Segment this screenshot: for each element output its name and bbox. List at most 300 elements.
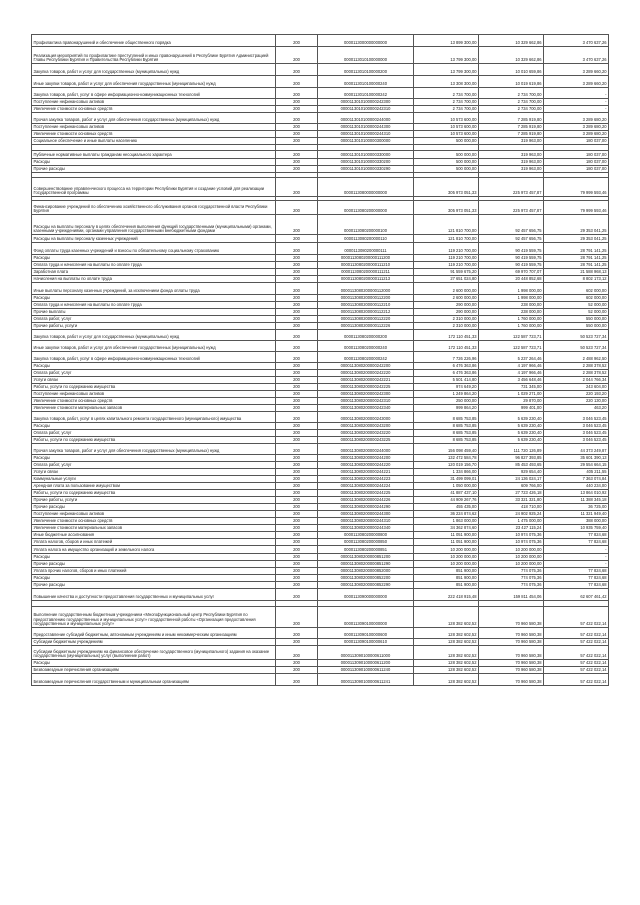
row-approved-cell: 10 573 600,00 (414, 131, 479, 138)
row-approved-cell: 999 864,20 (414, 405, 479, 412)
row-unexecuted-cell: 602 000,00 (544, 283, 609, 295)
table-row (32, 490, 609, 497)
row-kbk-cell: 0000113010100000242 (318, 88, 414, 99)
row-unexecuted-cell: 10 935 759,40 (544, 525, 609, 532)
row-name-cell: Профилактика правонарушений и обеспечение общественного порядка (32, 35, 276, 47)
row-name-cell: Прочая закупка товаров, работ и услуг для обеспечения государственных (муниципальных) нужд (32, 113, 276, 124)
table-row (32, 423, 609, 430)
row-kbk-cell: 0000113010100000244300 (318, 124, 414, 131)
row-executed-cell: 999 401,00 (479, 405, 544, 412)
row-name-cell: Расходы (32, 159, 276, 166)
row-code-cell: 200 (276, 76, 318, 88)
row-executed-cell: 70 960 580,38 (479, 674, 544, 686)
row-name-cell: Увеличение стоимости основных средств (32, 398, 276, 405)
table-row (32, 660, 609, 667)
row-executed-cell: 319 963,00 (479, 159, 544, 166)
row-approved-cell: 128 382 602,52 (414, 667, 479, 674)
table-row (32, 363, 609, 370)
row-name-cell: Расходы (32, 295, 276, 302)
row-code-cell: 200 (276, 363, 318, 370)
row-kbk-cell: 0000113000000000000 (318, 35, 414, 47)
row-kbk-cell: 0000113080200000243225 (318, 437, 414, 444)
row-kbk-cell: 0000113010100000200 (318, 64, 414, 76)
row-code-cell: 200 (276, 674, 318, 686)
row-approved-cell: 121 810 700,00 (414, 235, 479, 243)
row-name-cell: Услуги связи (32, 377, 276, 384)
row-code-cell: 200 (276, 455, 318, 462)
row-name-cell: Поступление нефинансовых активов (32, 99, 276, 106)
row-executed-cell: 70 960 580,38 (479, 646, 544, 660)
row-code-cell: 200 (276, 444, 318, 455)
row-approved-cell: 2 734 700,00 (414, 99, 479, 106)
row-code-cell: 200 (276, 269, 318, 276)
row-name-cell: Увеличение стоимости основных средств (32, 106, 276, 113)
row-executed-cell: 10 019 619,86 (479, 76, 544, 88)
table-row (32, 377, 609, 384)
row-name-cell: Оплата работ, услуг (32, 316, 276, 323)
table-row (32, 646, 609, 660)
row-executed-cell: 7 285 919,80 (479, 113, 544, 124)
row-executed-cell: 2 734 700,00 (479, 99, 544, 106)
row-name-cell: Безвозмездные перечисления государственным и муниципальным организациям (32, 674, 276, 686)
row-executed-cell: 90 419 559,75 (479, 243, 544, 255)
row-approved-cell: 1 050 000,00 (414, 483, 479, 490)
row-name-cell: Прочие расходы (32, 561, 276, 568)
row-name-cell: Реализация мероприятий по профилактике преступлений и иных правонарушений в Республике Бурятия Администрацией Главы Республики Бурятия и Правительства Республики Бурятия (32, 47, 276, 64)
row-code-cell: 200 (276, 539, 318, 546)
row-approved-cell: 10 200 000,00 (414, 546, 479, 554)
row-kbk-cell: 0000113080200000242221 (318, 377, 414, 384)
row-name-cell: Расходы (32, 455, 276, 462)
row-code-cell: 200 (276, 628, 318, 639)
row-approved-cell: 121 810 700,00 (414, 215, 479, 235)
row-approved-cell: 34 362 874,60 (414, 525, 479, 532)
row-code-cell: 200 (276, 518, 318, 525)
row-name-cell: Иные выплаты персоналу казенных учреждений, за исключением фонда оплаты труда (32, 283, 276, 295)
row-executed-cell: 23 427 115,24 (479, 525, 544, 532)
row-unexecuted-cell: 3 046 523,45 (544, 430, 609, 437)
row-name-cell: Закупка товаров, работ и услуг для государственных (муниципальных) нужд (32, 330, 276, 341)
row-code-cell: 200 (276, 243, 318, 255)
row-unexecuted-cell: 50 523 727,34 (544, 330, 609, 341)
row-executed-cell: 5 639 230,40 (479, 430, 544, 437)
row-unexecuted-cell: - (544, 546, 609, 554)
row-executed-cell: 33 321 321,80 (479, 497, 544, 504)
row-name-cell: Безвозмездные перечисления организациям (32, 667, 276, 674)
row-unexecuted-cell: 62 607 461,42 (544, 589, 609, 601)
table-row (32, 262, 609, 269)
row-kbk-cell: 0000113080200000852200 (318, 575, 414, 582)
row-kbk-cell: 0000113080200000852000 (318, 568, 414, 575)
row-approved-cell: 2 310 000,00 (414, 323, 479, 330)
row-code-cell: 200 (276, 113, 318, 124)
row-name-cell: Социальное обеспечение и иные выплаты населению (32, 138, 276, 145)
row-approved-cell: 31 499 099,01 (414, 476, 479, 483)
table-row (32, 568, 609, 575)
table-row (32, 106, 609, 113)
row-approved-cell: 455 435,00 (414, 504, 479, 511)
row-code-cell: 200 (276, 511, 318, 518)
row-kbk-cell: 0000113080200000851200 (318, 554, 414, 561)
row-name-cell: Поступление нефинансовых активов (32, 124, 276, 131)
row-name-cell: Расходы (32, 554, 276, 561)
row-approved-cell: 1 249 864,20 (414, 391, 479, 398)
row-kbk-cell: 0000113010100000242310 (318, 106, 414, 113)
row-unexecuted-cell: 11 388 345,18 (544, 497, 609, 504)
row-executed-cell: 10 329 662,86 (479, 47, 544, 64)
row-unexecuted-cell: 180 037,00 (544, 138, 609, 145)
table-row (32, 283, 609, 295)
row-executed-cell: 159 811 454,06 (479, 589, 544, 601)
row-approved-cell: 851 900,00 (414, 582, 479, 589)
row-executed-cell: 1 998 000,00 (479, 283, 544, 295)
row-kbk-cell: 0000113080200000111200 (318, 255, 414, 262)
row-unexecuted-cell: 77 824,68 (544, 532, 609, 539)
row-code-cell: 200 (276, 316, 318, 323)
row-name-cell: Прочие расходы (32, 166, 276, 173)
row-approved-cell: 128 382 602,52 (414, 674, 479, 686)
row-approved-cell: 8 685 753,85 (414, 430, 479, 437)
row-approved-cell: 974 649,20 (414, 384, 479, 391)
row-name-cell: Иные закупки товаров, работ и услуг для обеспечения государственных (муниципальных) нужд (32, 341, 276, 352)
row-approved-cell: 172 110 451,33 (414, 330, 479, 341)
row-name-cell: Поступление нефинансовых активов (32, 511, 276, 518)
row-name-cell: Начисления на выплаты по оплате труда (32, 276, 276, 283)
table-row (32, 469, 609, 476)
row-executed-cell: 70 960 580,38 (479, 667, 544, 674)
row-approved-cell: 305 973 051,33 (414, 201, 479, 215)
row-executed-cell: 70 960 580,38 (479, 660, 544, 667)
table-row (32, 405, 609, 412)
row-name-cell: Прочие выплаты (32, 309, 276, 316)
row-code-cell: 200 (276, 639, 318, 646)
row-executed-cell: 27 723 426,18 (479, 490, 544, 497)
row-kbk-cell: 0000113010100000330200 (318, 159, 414, 166)
row-name-cell: Уплата налогов, сборов и иных платежей (32, 539, 276, 546)
row-executed-cell: 24 902 925,24 (479, 511, 544, 518)
row-kbk-cell: 0000113080200000244220 (318, 462, 414, 469)
row-code-cell: 200 (276, 483, 318, 490)
row-kbk-cell: 0000113080200000852290 (318, 582, 414, 589)
table-row (32, 511, 609, 518)
table-row (32, 316, 609, 323)
row-approved-cell: 8 685 753,85 (414, 437, 479, 444)
row-unexecuted-cell: 405 211,55 (544, 469, 609, 476)
row-executed-cell: 4 197 966,46 (479, 363, 544, 370)
table-row (32, 444, 609, 455)
row-name-cell: Финансирование учреждений по обеспечению хозяйственного обслуживания органов государственной власти Республики Бурятия (32, 201, 276, 215)
row-kbk-cell: 0000113080200000200 (318, 330, 414, 341)
table-row (32, 76, 609, 88)
row-unexecuted-cell: - (544, 88, 609, 99)
row-unexecuted-cell: 2 288 378,52 (544, 370, 609, 377)
table-row (32, 295, 609, 302)
row-approved-cell: 10 573 600,00 (414, 113, 479, 124)
row-executed-cell: 418 710,00 (479, 504, 544, 511)
row-approved-cell: 10 573 600,00 (414, 124, 479, 131)
table-row (32, 88, 609, 99)
table-row (32, 561, 609, 568)
row-unexecuted-cell: 180 037,00 (544, 166, 609, 173)
row-unexecuted-cell: 3 046 523,45 (544, 412, 609, 423)
row-executed-cell: 20 448 852,68 (479, 276, 544, 283)
row-name-cell: Расходы на выплаты персоналу в целях обеспечения выполнения функций государственными (муниципальными) органами, казенными учреждениями, органами управления государственными внебюджетными фондами (32, 215, 276, 235)
row-unexecuted-cell: 57 422 022,14 (544, 628, 609, 639)
row-approved-cell: 250 000,00 (414, 398, 479, 405)
row-kbk-cell: 0000113080200000242 (318, 352, 414, 363)
row-code-cell: 200 (276, 159, 318, 166)
row-kbk-cell: 0000113090100000600 (318, 628, 414, 639)
row-code-cell: 200 (276, 295, 318, 302)
row-code-cell: 200 (276, 99, 318, 106)
row-name-cell: Предоставление субсидий бюджетным, автономным учреждениям и иным некоммерческим организациям (32, 628, 276, 639)
table-row (32, 215, 609, 235)
row-kbk-cell: 0000113080200000243220 (318, 430, 414, 437)
row-kbk-cell: 0000113080200000112200 (318, 295, 414, 302)
row-kbk-cell: 0000113090000000000 (318, 589, 414, 601)
row-approved-cell: 41 887 437,10 (414, 490, 479, 497)
row-name-cell: Оплата работ, услуг (32, 462, 276, 469)
table-row (32, 412, 609, 423)
row-kbk-cell: 0000113080200000111210 (318, 262, 414, 269)
table-row (32, 47, 609, 64)
row-unexecuted-cell: 220 193,20 (544, 391, 609, 398)
row-unexecuted-cell: 29 353 041,25 (544, 235, 609, 243)
row-name-cell: Увеличение стоимости материальных запасов (32, 525, 276, 532)
row-unexecuted-cell: 57 422 022,14 (544, 646, 609, 660)
row-name-cell: Прочие работы, услуги (32, 323, 276, 330)
table-row (32, 554, 609, 561)
row-code-cell: 200 (276, 352, 318, 363)
row-approved-cell: 10 200 000,00 (414, 561, 479, 568)
table-row (32, 276, 609, 283)
row-unexecuted-cell: 440 234,00 (544, 483, 609, 490)
row-approved-cell: 5 501 414,80 (414, 377, 479, 384)
row-approved-cell: 128 382 602,52 (414, 646, 479, 660)
row-executed-cell: 10 010 659,86 (479, 64, 544, 76)
row-executed-cell: 92 457 656,75 (479, 215, 544, 235)
row-executed-cell: 70 960 580,38 (479, 628, 544, 639)
row-approved-cell: 91 559 675,20 (414, 269, 479, 276)
row-executed-cell: 90 419 559,75 (479, 262, 544, 269)
row-executed-cell: 774 075,36 (479, 568, 544, 575)
row-unexecuted-cell: 550 000,00 (544, 316, 609, 323)
row-executed-cell: 5 639 230,40 (479, 423, 544, 430)
row-kbk-cell: 0000113080200000111211 (318, 269, 414, 276)
row-kbk-cell: 0000113080200000244290 (318, 504, 414, 511)
row-unexecuted-cell: - (544, 554, 609, 561)
table-row (32, 430, 609, 437)
row-name-cell: Увеличение стоимости основных средств (32, 131, 276, 138)
row-kbk-cell: 0000113080200000100 (318, 215, 414, 235)
row-executed-cell: 10 200 000,00 (479, 561, 544, 568)
row-unexecuted-cell: 8 802 173,12 (544, 276, 609, 283)
table-row (32, 504, 609, 511)
row-name-cell: Прочие работы, услуги (32, 497, 276, 504)
row-unexecuted-cell: 36 725,00 (544, 504, 609, 511)
row-executed-cell: 96 827 393,85 (479, 455, 544, 462)
row-executed-cell: 2 734 700,00 (479, 88, 544, 99)
row-unexecuted-cell: 3 289 680,20 (544, 124, 609, 131)
row-code-cell: 200 (276, 525, 318, 532)
row-kbk-cell: 0000113080200000112000 (318, 283, 414, 295)
table-row (32, 589, 609, 601)
row-code-cell: 200 (276, 554, 318, 561)
row-executed-cell: 1 029 271,00 (479, 391, 544, 398)
row-name-cell: Расходы на выплаты персоналу казенных учреждений (32, 235, 276, 243)
row-name-cell: Расходы (32, 660, 276, 667)
row-kbk-cell: 0000113080200000000 (318, 201, 414, 215)
row-approved-cell: 119 210 700,00 (414, 255, 479, 262)
row-approved-cell: 36 224 874,62 (414, 511, 479, 518)
row-unexecuted-cell: 602 000,00 (544, 295, 609, 302)
table-row (32, 243, 609, 255)
row-executed-cell: 929 654,40 (479, 469, 544, 476)
row-code-cell: 200 (276, 377, 318, 384)
row-name-cell: Работы, услуги по содержанию имущества (32, 490, 276, 497)
row-kbk-cell: 0000113080200000112220 (318, 316, 414, 323)
row-name-cell: Иные бюджетные ассигнования (32, 532, 276, 539)
table-row (32, 309, 609, 316)
row-unexecuted-cell: 2 288 378,52 (544, 363, 609, 370)
row-unexecuted-cell: 180 037,00 (544, 151, 609, 159)
row-kbk-cell: 0000113010100000244310 (318, 131, 414, 138)
row-code-cell: 200 (276, 561, 318, 568)
row-approved-cell: 500 000,00 (414, 138, 479, 145)
table-row (32, 483, 609, 490)
row-kbk-cell: 0000113080200000850 (318, 539, 414, 546)
row-code-cell: 200 (276, 476, 318, 483)
row-approved-cell: 2 734 700,00 (414, 88, 479, 99)
row-name-cell: Поступление нефинансовых активов (32, 391, 276, 398)
row-code-cell: 200 (276, 124, 318, 131)
row-approved-cell: 128 382 602,52 (414, 639, 479, 646)
table-row (32, 582, 609, 589)
row-unexecuted-cell: 50 523 727,34 (544, 341, 609, 352)
table-row (32, 235, 609, 243)
row-approved-cell: 8 685 753,85 (414, 412, 479, 423)
row-unexecuted-cell: 7 363 074,84 (544, 476, 609, 483)
row-unexecuted-cell: 57 422 022,14 (544, 639, 609, 646)
row-approved-cell: 44 909 267,76 (414, 497, 479, 504)
row-approved-cell: 2 600 000,00 (414, 295, 479, 302)
row-name-cell: Иные закупки товаров, работ и услуг для обеспечения государственных (муниципальных) нужд (32, 76, 276, 88)
table-row (32, 607, 609, 628)
row-name-cell: Выполнение государственным бюджетным учреждением «Многофункциональный центр Республики Бурятия по предоставлению государственных и муниципальных услуг» государственной работы «Организация предоставления государственных и муниципальных услуг» (32, 607, 276, 628)
row-unexecuted-cell: 77 824,68 (544, 539, 609, 546)
row-unexecuted-cell: 3 289 660,20 (544, 64, 609, 76)
row-executed-cell: 122 587 723,71 (479, 341, 544, 352)
row-kbk-cell: 0000113090100000611240 (318, 667, 414, 674)
row-kbk-cell: 0000113010100000240 (318, 76, 414, 88)
row-kbk-cell: 0000113080200000244340 (318, 525, 414, 532)
table-row (32, 628, 609, 639)
row-code-cell: 200 (276, 88, 318, 99)
row-executed-cell: 122 587 723,71 (479, 330, 544, 341)
row-executed-cell: 5 639 230,40 (479, 412, 544, 423)
row-approved-cell: 119 210 700,00 (414, 262, 479, 269)
row-unexecuted-cell: 3 289 680,20 (544, 131, 609, 138)
row-executed-cell: 1 998 000,00 (479, 295, 544, 302)
row-kbk-cell: 0000113080200000800 (318, 532, 414, 539)
row-name-cell: Субсидии бюджетным учреждениям (32, 639, 276, 646)
row-approved-cell: 1 863 000,00 (414, 518, 479, 525)
row-code-cell: 200 (276, 106, 318, 113)
row-approved-cell: 6 476 363,86 (414, 370, 479, 377)
table-row (32, 151, 609, 159)
row-executed-cell: 225 973 457,87 (479, 201, 544, 215)
table-row (32, 269, 609, 276)
table-row (32, 159, 609, 166)
table-row (32, 330, 609, 341)
row-unexecuted-cell: 28 791 141,25 (544, 255, 609, 262)
row-kbk-cell: 0000113010100000242300 (318, 99, 414, 106)
row-unexecuted-cell: 52 000,00 (544, 309, 609, 316)
table-row (32, 667, 609, 674)
row-executed-cell: 5 639 230,40 (479, 437, 544, 444)
row-unexecuted-cell: 57 422 022,14 (544, 674, 609, 686)
row-approved-cell: 851 900,00 (414, 568, 479, 575)
row-kbk-cell: 0000113090100000611000 (318, 646, 414, 660)
row-approved-cell: 13 799 300,00 (414, 47, 479, 64)
row-unexecuted-cell: 79 999 593,46 (544, 178, 609, 197)
row-executed-cell: 69 970 707,07 (479, 269, 544, 276)
row-name-cell: Оплата труда и начисления на выплаты по оплате труда (32, 302, 276, 309)
table-row (32, 352, 609, 363)
row-name-cell: Повышение качества и доступности предоставления государственных и муниципальных услуг (32, 589, 276, 601)
row-code-cell: 200 (276, 504, 318, 511)
row-kbk-cell: 0000113080200000244000 (318, 444, 414, 455)
row-kbk-cell: 0000113080200000110 (318, 235, 414, 243)
row-executed-cell: 238 000,00 (479, 302, 544, 309)
row-unexecuted-cell: 79 999 593,46 (544, 201, 609, 215)
row-kbk-cell: 0000113080200000242225 (318, 384, 414, 391)
row-unexecuted-cell: 550 000,00 (544, 323, 609, 330)
row-executed-cell: 3 456 648,46 (479, 377, 544, 384)
row-code-cell: 200 (276, 201, 318, 215)
row-code-cell: 200 (276, 64, 318, 76)
row-code-cell: 200 (276, 462, 318, 469)
row-approved-cell: 13 799 300,00 (414, 64, 479, 76)
row-kbk-cell: 0000113080200000244300 (318, 511, 414, 518)
row-kbk-cell: 0000113080200000244310 (318, 518, 414, 525)
row-kbk-cell: 0000113010100000000 (318, 47, 414, 64)
row-name-cell: Закупка товаров, работ, услуг в сфере информационно-коммуникационных технологий (32, 88, 276, 99)
row-code-cell: 200 (276, 490, 318, 497)
table-row (32, 525, 609, 532)
row-approved-cell: 132 472 584,78 (414, 455, 479, 462)
row-name-cell: Расходы (32, 255, 276, 262)
row-executed-cell: 4 197 966,46 (479, 370, 544, 377)
row-name-cell: Закупка товаров, работ, услуг в сфере информационно-коммуникационных технологий (32, 352, 276, 363)
row-code-cell: 200 (276, 47, 318, 64)
row-unexecuted-cell: 2 044 766,34 (544, 377, 609, 384)
row-name-cell: Субсидии бюджетным учреждениям на финансовое обеспечение государственного (муниципального) задания на оказание государственных (муниципальных) услуг (выполнение работ) (32, 646, 276, 660)
row-approved-cell: 27 651 024,80 (414, 276, 479, 283)
row-executed-cell: 29 870,00 (479, 398, 544, 405)
row-name-cell: Закупка товаров, работ и услуг для государственных (муниципальных) нужд (32, 64, 276, 76)
row-unexecuted-cell: 29 353 041,25 (544, 215, 609, 235)
row-approved-cell: 500 000,00 (414, 151, 479, 159)
row-kbk-cell: 0000113080200000242340 (318, 405, 414, 412)
row-kbk-cell: 0000113090100000611241 (318, 674, 414, 686)
row-code-cell: 200 (276, 323, 318, 330)
row-executed-cell: 731 345,00 (479, 384, 544, 391)
row-kbk-cell: 0000113080200000112226 (318, 323, 414, 330)
row-executed-cell: 10 974 075,36 (479, 532, 544, 539)
row-kbk-cell: 0000113080200000242310 (318, 398, 414, 405)
row-code-cell: 200 (276, 370, 318, 377)
